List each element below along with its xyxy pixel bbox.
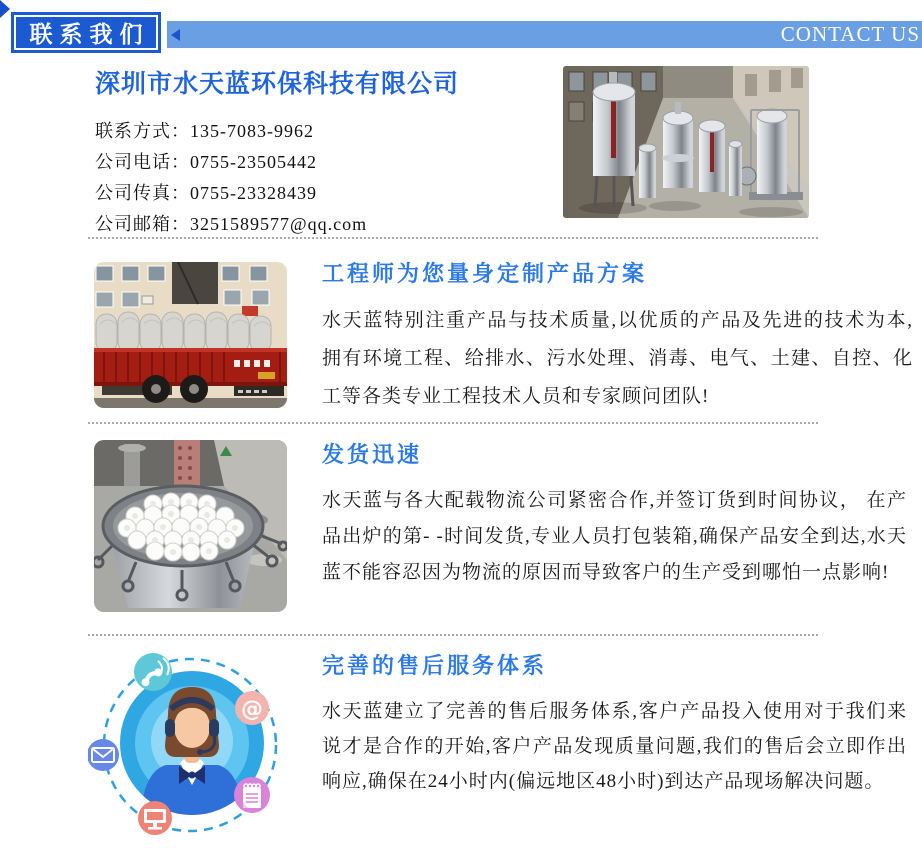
company-name: 深圳市水天蓝环保科技有限公司 — [95, 71, 460, 98]
contact-label: 联系方式： — [95, 121, 190, 141]
contact-value: 0755-23505442 — [190, 152, 317, 172]
notepad-icon — [234, 777, 270, 813]
contact-label: 公司传真： — [95, 183, 190, 203]
svg-text:@: @ — [241, 697, 263, 722]
contact-title-box — [14, 15, 158, 50]
truck-photo — [94, 262, 287, 408]
phone-icon — [134, 653, 172, 691]
left-arrow-icon — [0, 0, 10, 18]
filter-vessel-photo — [94, 440, 287, 612]
contact-row-mobile — [95, 116, 555, 147]
contact-row-phone — [95, 147, 555, 178]
feature-section-custom — [322, 260, 913, 416]
banner-arrow-icon — [171, 29, 180, 41]
feature-title: 完善的售后服务体系 — [322, 653, 548, 678]
contact-label: 公司电话： — [95, 152, 190, 172]
feature-body: 水天蓝特别注重产品与技术质量,以优质的产品及先进的技术为本,拥有环境工程、给排水、污水处理、消毒、电气、土建、自控、化工等各类专业工程技术人员和专家顾问团队! — [322, 310, 913, 407]
dotted-divider — [88, 237, 818, 239]
contact-row-fax — [95, 178, 555, 209]
contact-row-email — [95, 209, 555, 240]
feature-section-aftersales — [322, 652, 913, 799]
dotted-divider — [88, 634, 818, 636]
contact-banner — [167, 21, 922, 48]
envelope-icon — [88, 739, 119, 771]
feature-body: 水天蓝建立了完善的售后服务体系,客户产品投入使用对于我们来说才是合作的开始,客户产品发现质量问题,我们的售后会立即作出响应,确保在24小时内(偏远地区48小时)到达产品现场解决问题。 — [322, 701, 907, 792]
contact-label: 公司邮箱： — [95, 214, 190, 234]
company-info-section — [95, 64, 555, 240]
monitor-icon — [138, 801, 172, 835]
feature-body: 水天蓝与各大配载物流公司紧密合作,并签订货到时间协议， 在产品出炉的第- -时间发货,专业人员打包装箱,确保产品安全到达,水天蓝不能容忍因为物流的原因而导致客户的生产受到哪怕一点影响! — [322, 490, 907, 583]
customer-service-illustration — [88, 645, 295, 845]
feature-section-shipping — [322, 441, 913, 591]
page-title: 联系我们 — [29, 22, 150, 47]
contact-us-label: CONTACT US — [780, 22, 920, 46]
contact-value: 135-7083-9962 — [190, 121, 314, 141]
feature-title: 发货迅速 — [322, 442, 423, 467]
contact-value: 3251589577@qq.com — [190, 214, 368, 234]
feature-title: 工程师为您量身定制产品方案 — [322, 261, 648, 286]
dotted-divider — [88, 422, 818, 424]
equipment-photo — [563, 66, 809, 218]
contact-value: 0755-23328439 — [190, 183, 317, 203]
at-icon — [235, 691, 269, 725]
